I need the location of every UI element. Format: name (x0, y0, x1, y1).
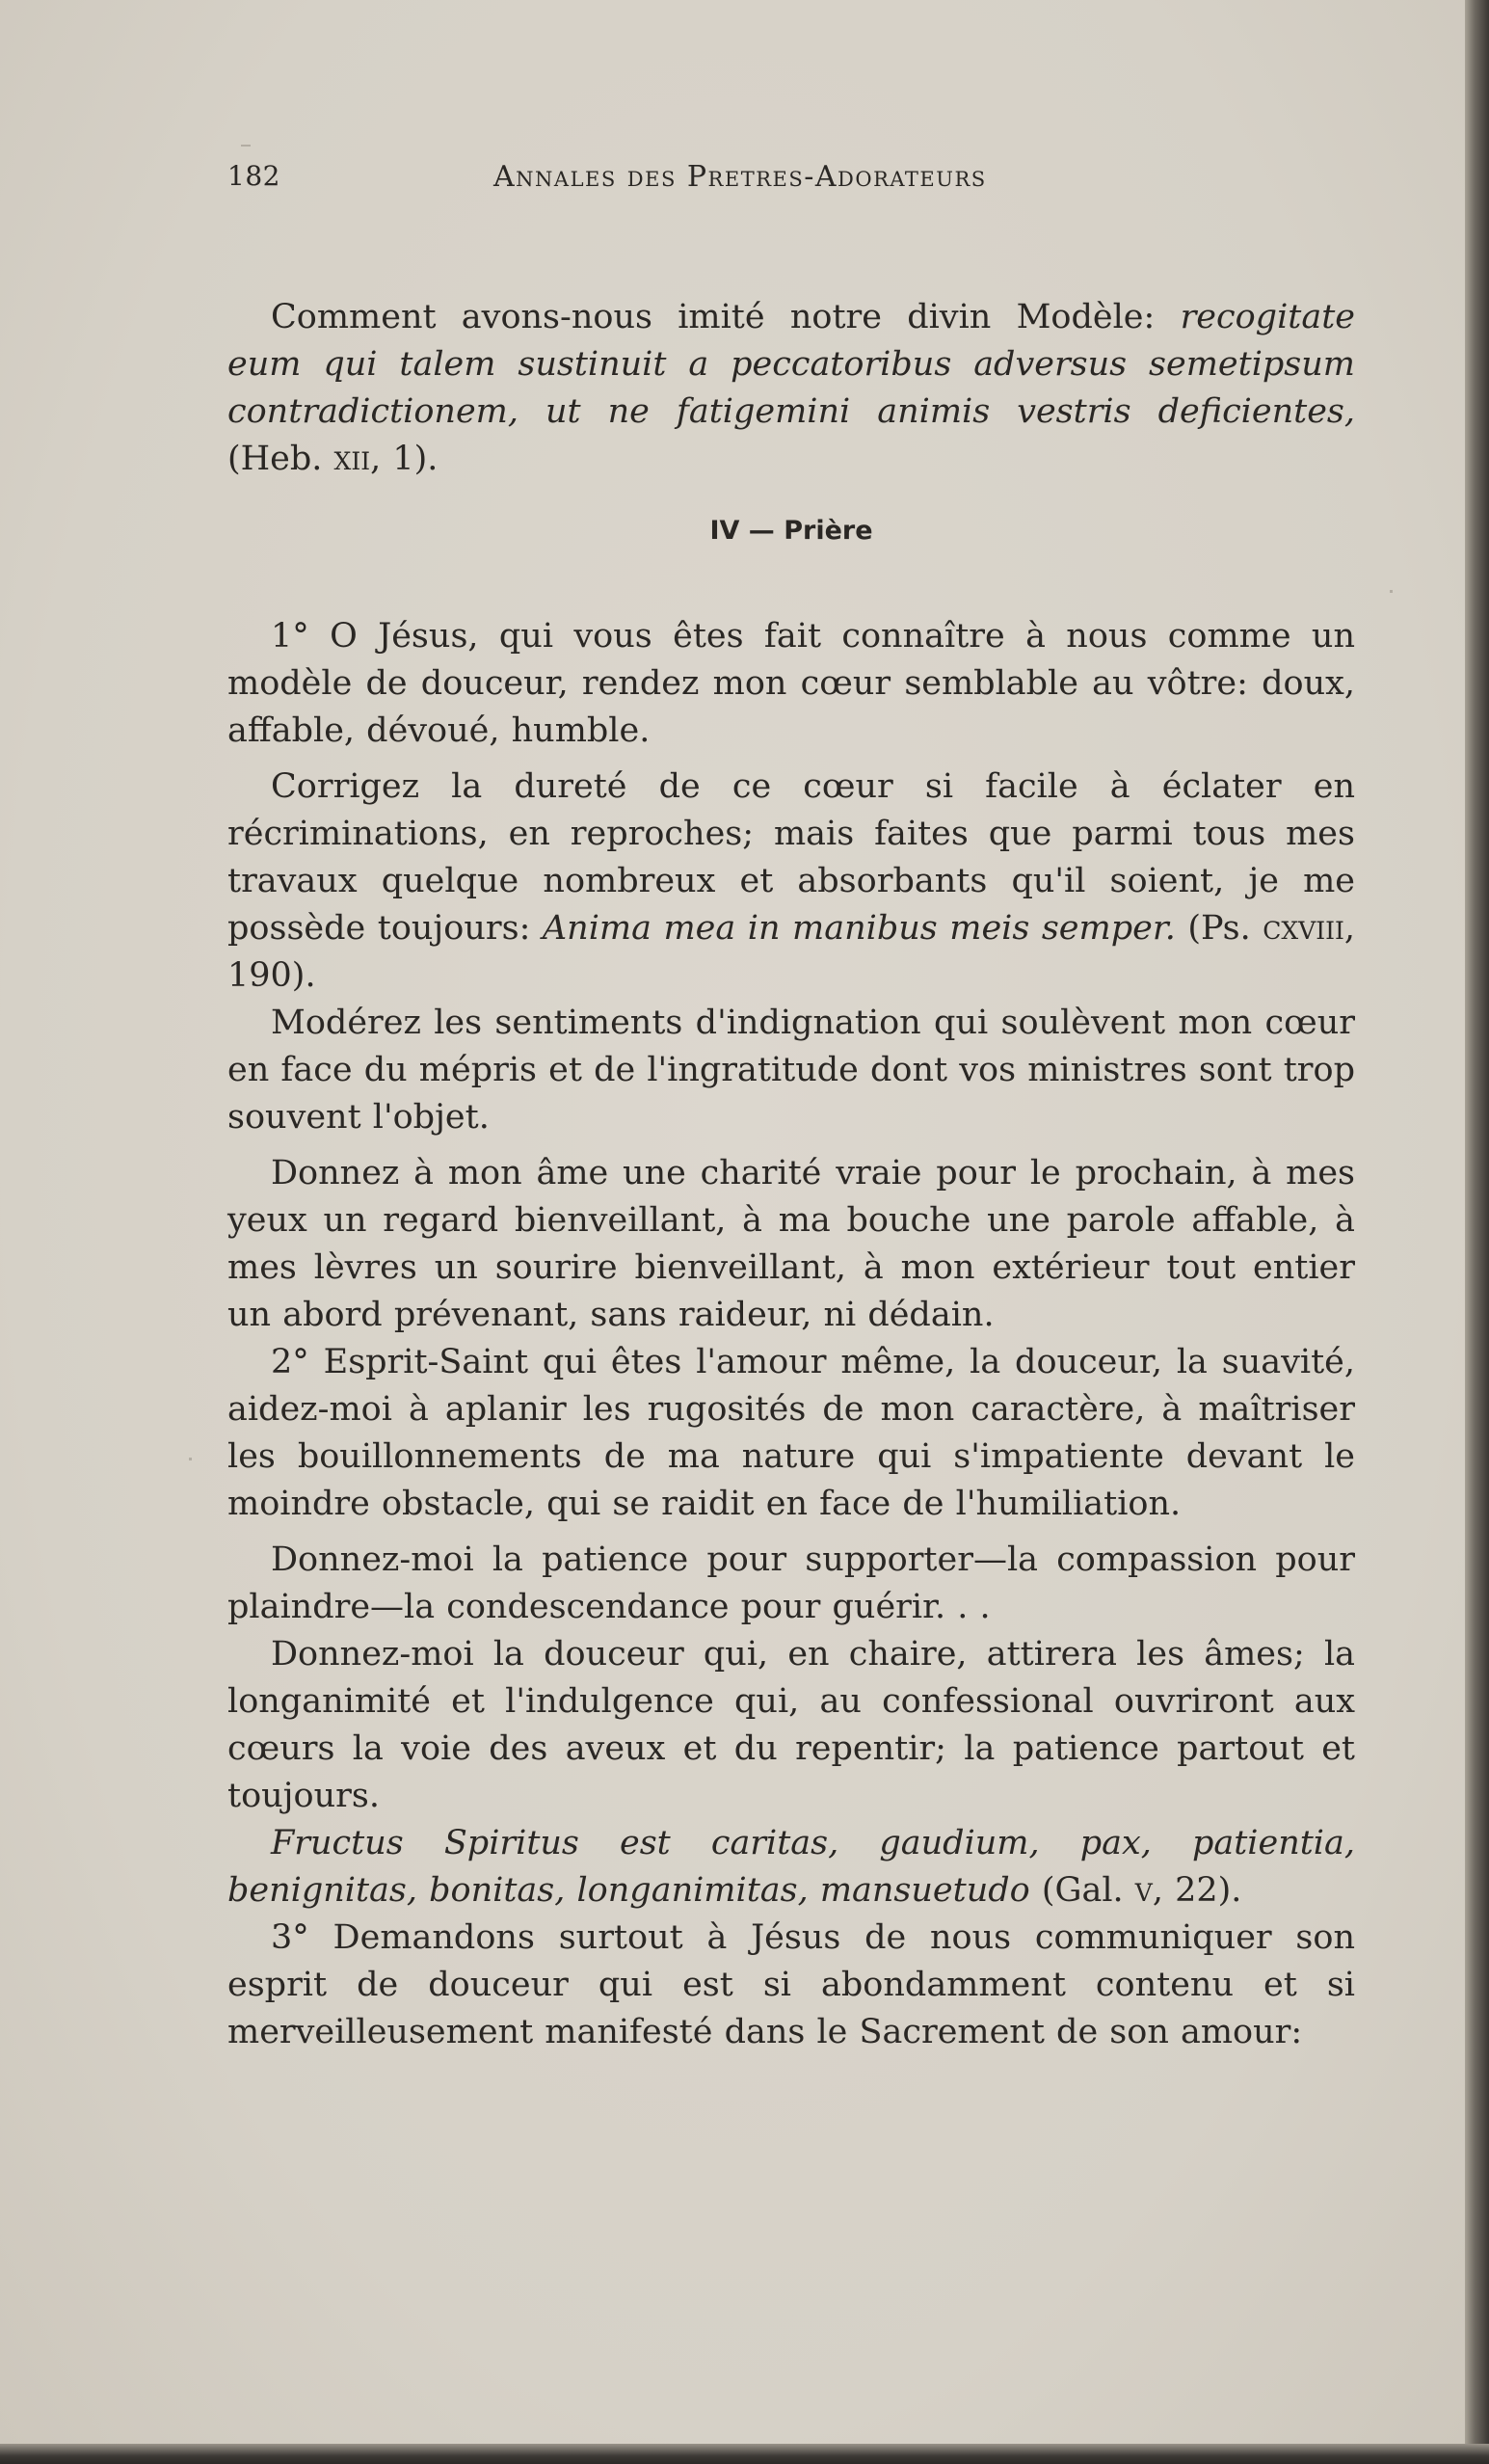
intro-text: Comment avons-nous imité notre divin Modèle: (271, 298, 1181, 336)
paragraph-prayer-2: 2° Esprit-Saint qui êtes l'amour même, la douceur, la suavité, aidez-moi à aplanir les rugosités de mon caractère, à maîtriser les bouillonnements de ma nature qui s'impatiente devant le moindre obstacle, qui se raidit en face de l'humiliation. (227, 1343, 1355, 1523)
paper-speck (1390, 590, 1393, 593)
citation-prefix: (Gal. (1029, 1871, 1135, 1910)
paragraph-prayer-3: 3° Demandons surtout à Jésus de nous communiquer son esprit de douceur qui est si abondamment contenu et si merveilleusement manifesté dans le Sacrement de son amour: (227, 1918, 1355, 2051)
paragraph-donnez-ame: Donnez à mon âme une charité vraie pour le prochain, à mes yeux un regard bienveillant, à ma bouche une parole affable, à mes lèvres un sourire bienveillant, à mon extérieur tout entier un abord prévenant, sans raideur, ni dédain. (227, 1154, 1355, 1334)
running-title: Annales des Pretres-Adorateurs (493, 160, 987, 194)
paper-speck (241, 145, 251, 147)
corrigez-text: Corrigez la dureté de ce cœur si facile à éclater en récriminations, en reproches; mais faites que parmi tous mes travaux quelque nombreux et absorbants qu'il soient, je me possède toujours: (227, 767, 1355, 948)
paragraph-moderez: Modérez les sentiments d'indignation qui soulèvent mon cœur en face du mépris et de l'ingratitude dont vos ministres sont trop souvent l'objet. (227, 1004, 1355, 1137)
citation-chapter: xii (333, 440, 371, 478)
section-heading: IV — Prière (709, 516, 873, 546)
page-edge-bottom (0, 2444, 1489, 2464)
paragraph-patience: Donnez-moi la patience pour supporter—la compassion pour plaindre—la condescendance pour guérir. . . (227, 1540, 1355, 1626)
citation-chapter: cxviii (1263, 909, 1344, 948)
latin-quote: recogitate eum qui talem sustinuit a peccatoribus adversus semetipsum contradictionem, ut ne fatigemini animis vestris deficientes, (227, 298, 1355, 431)
citation-chapter: v (1134, 1871, 1153, 1910)
page-body (227, 294, 1355, 2056)
paragraph-corrigez (227, 763, 1355, 1000)
page-edge-right (1465, 0, 1489, 2464)
page-number: 182 (227, 160, 280, 192)
latin-quote: Fructus Spiritus est caritas, gaudium, pax, patientia, benignitas, bonitas, longanimitas, mansuetudo (227, 1824, 1355, 1910)
citation-prefix: (Ps. (1175, 909, 1263, 948)
citation-suffix: , 1). (370, 440, 439, 478)
paragraph-douceur: Donnez-moi la douceur qui, en chaire, attirera les âmes; la longanimité et l'indulgence qui, au confessional ouvriront aux cœurs la voie des aveux et du repentir; la patience partout et toujours. (227, 1635, 1355, 1815)
citation-prefix: (Heb. (227, 440, 334, 478)
latin-quote: Anima mea in manibus meis semper. (542, 909, 1176, 948)
citation-suffix: , 22). (1152, 1871, 1242, 1910)
paragraph-prayer-1: 1° O Jésus, qui vous êtes fait connaître à nous comme un modèle de douceur, rendez mon cœur semblable au vôtre: doux, affable, dévoué, humble. (227, 617, 1355, 750)
page-header (227, 160, 1365, 202)
citation-suffix: , 190). (227, 909, 1355, 995)
paragraph-intro (227, 294, 1355, 483)
paper-speck (189, 1458, 192, 1460)
paragraph-fructus (227, 1820, 1355, 1915)
